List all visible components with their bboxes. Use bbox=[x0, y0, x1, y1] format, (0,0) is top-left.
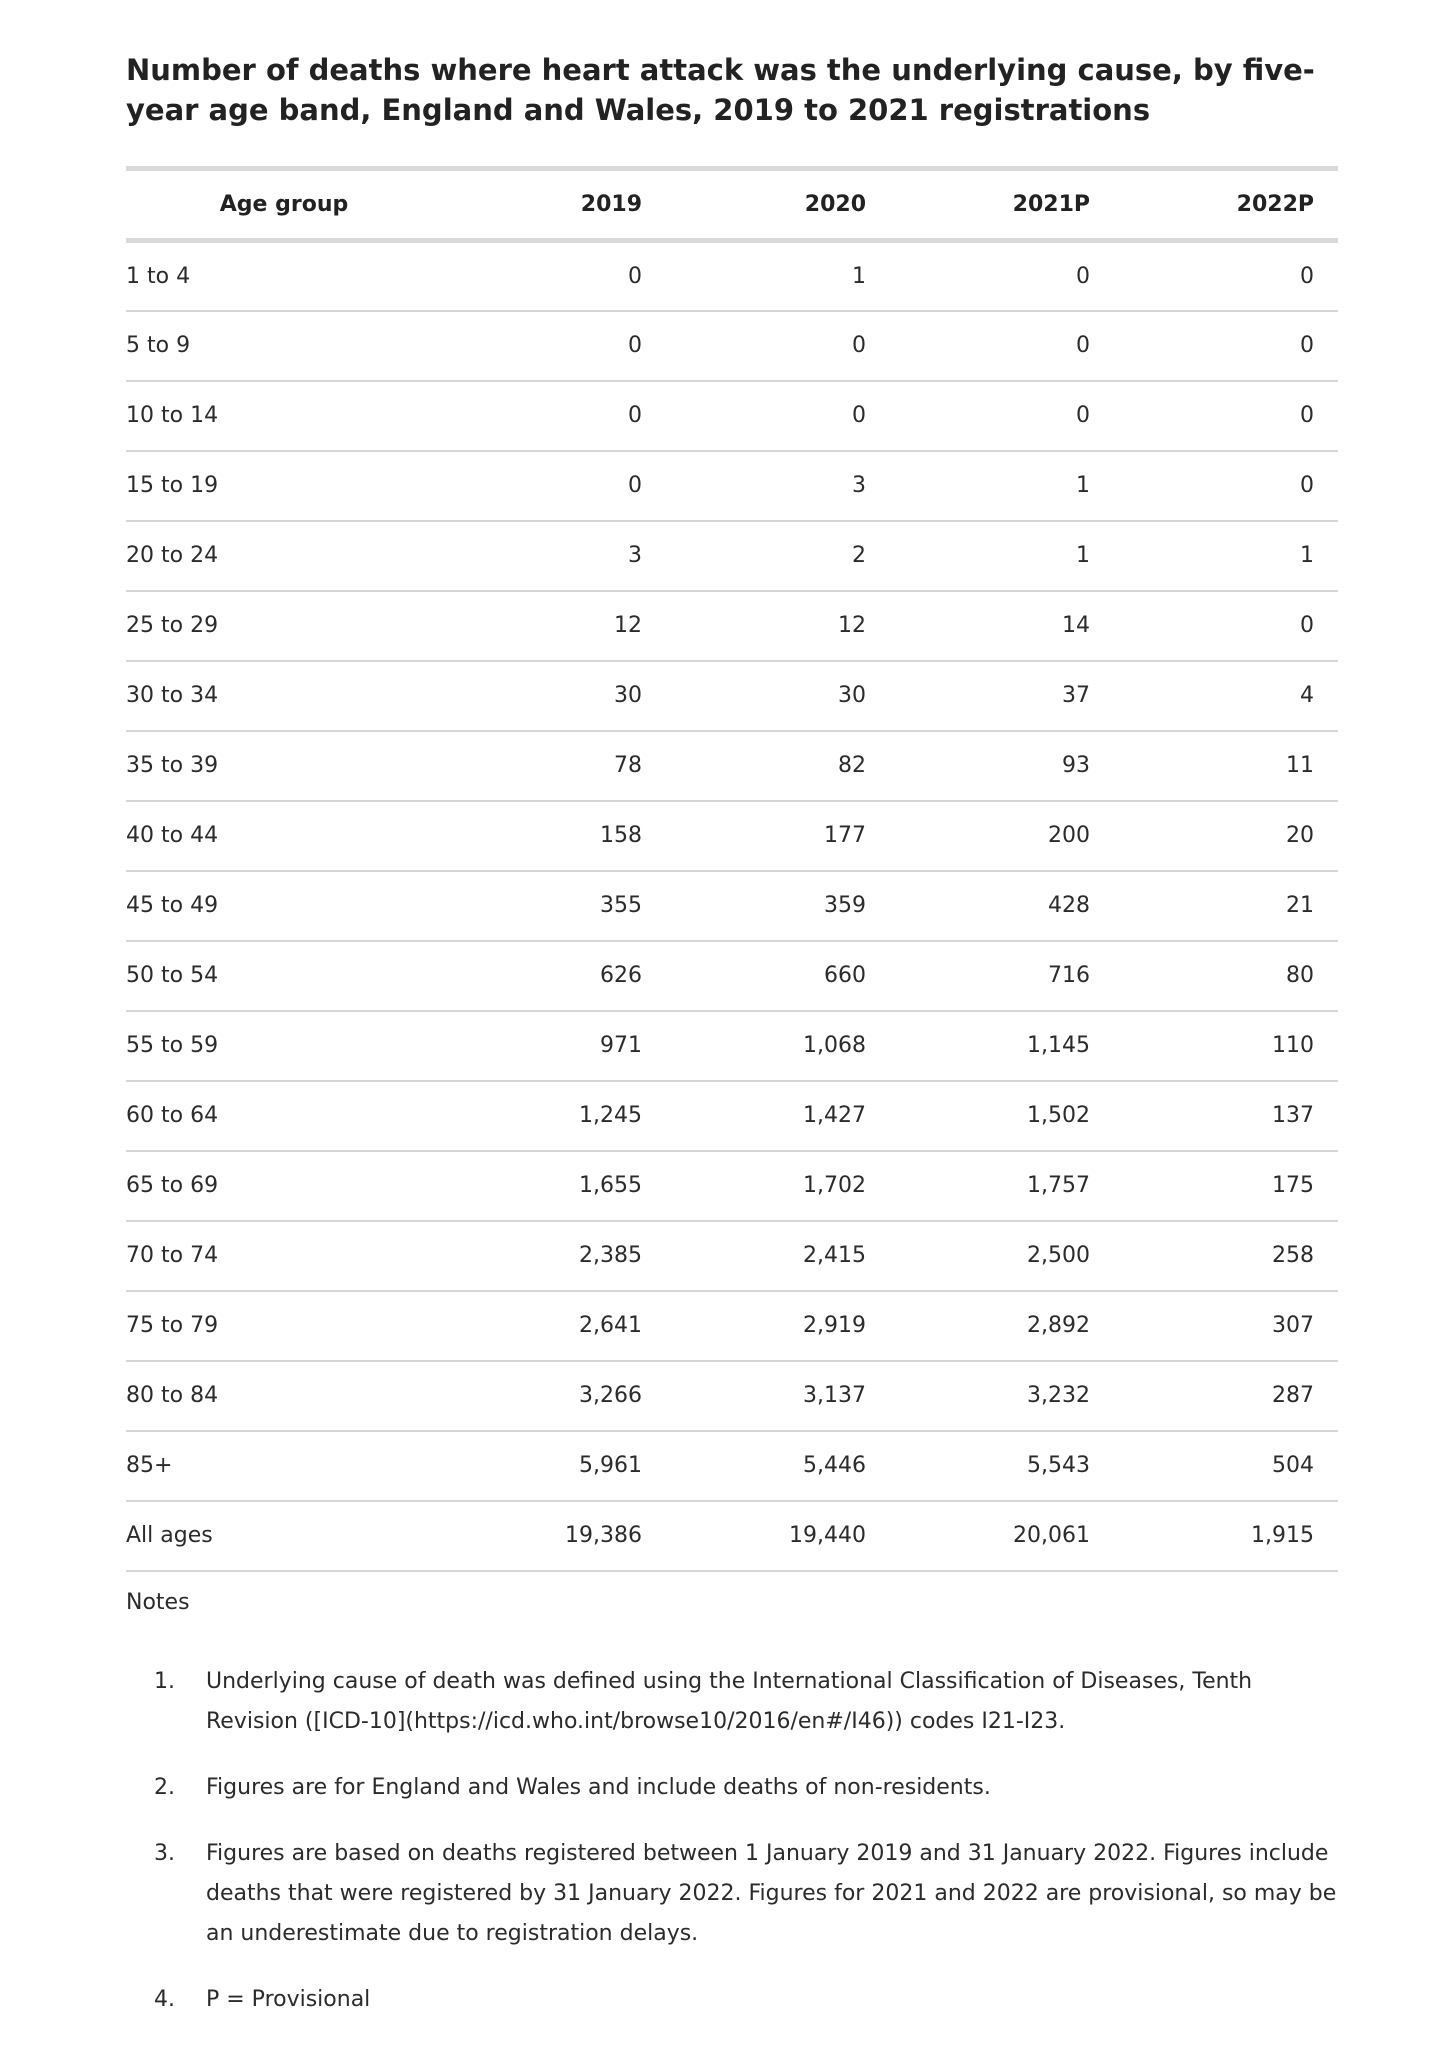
age-group-cell: 5 to 9 bbox=[126, 311, 442, 381]
table-row bbox=[126, 521, 1338, 591]
note-number: 1. bbox=[154, 1668, 175, 1694]
table-row bbox=[126, 801, 1338, 871]
table-row bbox=[126, 941, 1338, 1011]
value-cell: 0 bbox=[442, 241, 666, 311]
value-cell: 0 bbox=[666, 381, 890, 451]
value-cell: 307 bbox=[1114, 1291, 1338, 1361]
table-row bbox=[126, 1361, 1338, 1431]
value-cell: 30 bbox=[442, 661, 666, 731]
table-row bbox=[126, 241, 1338, 311]
value-cell: 1,068 bbox=[666, 1011, 890, 1081]
age-group-cell: 20 to 24 bbox=[126, 521, 442, 591]
note-item bbox=[126, 1980, 1338, 2020]
value-cell: 626 bbox=[442, 941, 666, 1011]
value-cell: 3,137 bbox=[666, 1361, 890, 1431]
value-cell: 93 bbox=[890, 731, 1114, 801]
value-cell: 1,502 bbox=[890, 1081, 1114, 1151]
table-row bbox=[126, 731, 1338, 801]
value-cell: 258 bbox=[1114, 1221, 1338, 1291]
note-text: Figures are for England and Wales and include deaths of non-residents. bbox=[206, 1774, 991, 1800]
value-cell: 1 bbox=[890, 451, 1114, 521]
value-cell: 0 bbox=[890, 381, 1114, 451]
value-cell: 158 bbox=[442, 801, 666, 871]
value-cell: 3,232 bbox=[890, 1361, 1114, 1431]
value-cell: 355 bbox=[442, 871, 666, 941]
value-cell: 716 bbox=[890, 941, 1114, 1011]
age-group-cell: 55 to 59 bbox=[126, 1011, 442, 1081]
column-header-2021p: 2021P bbox=[890, 169, 1114, 241]
table-body bbox=[126, 241, 1338, 1571]
table-row bbox=[126, 661, 1338, 731]
value-cell: 20,061 bbox=[890, 1501, 1114, 1571]
value-cell: 37 bbox=[890, 661, 1114, 731]
note-item bbox=[126, 1662, 1338, 1742]
value-cell: 20 bbox=[1114, 801, 1338, 871]
age-group-cell: 25 to 29 bbox=[126, 591, 442, 661]
note-number: 3. bbox=[154, 1840, 175, 1866]
value-cell: 2,415 bbox=[666, 1221, 890, 1291]
value-cell: 0 bbox=[1114, 311, 1338, 381]
value-cell: 175 bbox=[1114, 1151, 1338, 1221]
value-cell: 0 bbox=[442, 451, 666, 521]
age-group-cell: 15 to 19 bbox=[126, 451, 442, 521]
table-title: Number of deaths where heart attack was the underlying cause, by five-year age band, England and Wales, 2019 to 2021 registrations bbox=[126, 53, 1315, 127]
age-group-cell: 60 to 64 bbox=[126, 1081, 442, 1151]
note-text: P = Provisional bbox=[206, 1986, 371, 2012]
value-cell: 0 bbox=[442, 311, 666, 381]
document-page bbox=[126, 50, 1338, 2046]
value-cell: 660 bbox=[666, 941, 890, 1011]
value-cell: 0 bbox=[1114, 381, 1338, 451]
table-row bbox=[126, 451, 1338, 521]
value-cell: 5,543 bbox=[890, 1431, 1114, 1501]
value-cell: 82 bbox=[666, 731, 890, 801]
notes-heading: Notes bbox=[126, 1589, 190, 1615]
value-cell: 78 bbox=[442, 731, 666, 801]
value-cell: 0 bbox=[442, 381, 666, 451]
age-group-cell: 75 to 79 bbox=[126, 1291, 442, 1361]
value-cell: 21 bbox=[1114, 871, 1338, 941]
value-cell: 2,385 bbox=[442, 1221, 666, 1291]
age-group-cell: 10 to 14 bbox=[126, 381, 442, 451]
value-cell: 19,440 bbox=[666, 1501, 890, 1571]
value-cell: 1 bbox=[1114, 521, 1338, 591]
age-group-cell: 65 to 69 bbox=[126, 1151, 442, 1221]
value-cell: 1 bbox=[890, 521, 1114, 591]
table-header-row bbox=[126, 169, 1338, 241]
value-cell: 3 bbox=[442, 521, 666, 591]
value-cell: 287 bbox=[1114, 1361, 1338, 1431]
notes-list bbox=[126, 1662, 1338, 2020]
table-row bbox=[126, 1221, 1338, 1291]
value-cell: 12 bbox=[442, 591, 666, 661]
value-cell: 1,427 bbox=[666, 1081, 890, 1151]
value-cell: 200 bbox=[890, 801, 1114, 871]
value-cell: 177 bbox=[666, 801, 890, 871]
table-row bbox=[126, 1011, 1338, 1081]
table-row bbox=[126, 1151, 1338, 1221]
value-cell: 1,655 bbox=[442, 1151, 666, 1221]
value-cell: 0 bbox=[890, 241, 1114, 311]
note-item bbox=[126, 1834, 1338, 1954]
table-row bbox=[126, 1081, 1338, 1151]
value-cell: 1,145 bbox=[890, 1011, 1114, 1081]
value-cell: 0 bbox=[1114, 451, 1338, 521]
value-cell: 4 bbox=[1114, 661, 1338, 731]
value-cell: 19,386 bbox=[442, 1501, 666, 1571]
value-cell: 12 bbox=[666, 591, 890, 661]
column-header-2019: 2019 bbox=[442, 169, 666, 241]
value-cell: 0 bbox=[1114, 591, 1338, 661]
table-row bbox=[126, 1501, 1338, 1571]
age-group-cell: 50 to 54 bbox=[126, 941, 442, 1011]
value-cell: 2,919 bbox=[666, 1291, 890, 1361]
value-cell: 971 bbox=[442, 1011, 666, 1081]
value-cell: 2,500 bbox=[890, 1221, 1114, 1291]
age-group-cell: All ages bbox=[126, 1501, 442, 1571]
table-row bbox=[126, 311, 1338, 381]
value-cell: 0 bbox=[1114, 241, 1338, 311]
age-group-cell: 45 to 49 bbox=[126, 871, 442, 941]
column-header-2020: 2020 bbox=[666, 169, 890, 241]
value-cell: 359 bbox=[666, 871, 890, 941]
age-group-cell: 70 to 74 bbox=[126, 1221, 442, 1291]
note-number: 4. bbox=[154, 1986, 175, 2012]
value-cell: 11 bbox=[1114, 731, 1338, 801]
value-cell: 1,915 bbox=[1114, 1501, 1338, 1571]
value-cell: 0 bbox=[666, 311, 890, 381]
value-cell: 0 bbox=[890, 311, 1114, 381]
column-header-age-group: Age group bbox=[126, 169, 442, 241]
table-row bbox=[126, 381, 1338, 451]
age-group-cell: 35 to 39 bbox=[126, 731, 442, 801]
value-cell: 80 bbox=[1114, 941, 1338, 1011]
value-cell: 428 bbox=[890, 871, 1114, 941]
value-cell: 1,757 bbox=[890, 1151, 1114, 1221]
value-cell: 3,266 bbox=[442, 1361, 666, 1431]
value-cell: 5,961 bbox=[442, 1431, 666, 1501]
value-cell: 1,702 bbox=[666, 1151, 890, 1221]
value-cell: 504 bbox=[1114, 1431, 1338, 1501]
value-cell: 1,245 bbox=[442, 1081, 666, 1151]
age-group-cell: 85+ bbox=[126, 1431, 442, 1501]
note-text: Figures are based on deaths registered between 1 January 2019 and 31 January 2022. Figures include deaths that were registered by 31 January 2022. Figures for 2021 and 2022 are provisional, so may be an underestimate due to registration delays. bbox=[206, 1840, 1337, 1946]
value-cell: 14 bbox=[890, 591, 1114, 661]
value-cell: 30 bbox=[666, 661, 890, 731]
note-number: 2. bbox=[154, 1774, 175, 1800]
age-group-cell: 40 to 44 bbox=[126, 801, 442, 871]
value-cell: 5,446 bbox=[666, 1431, 890, 1501]
age-group-cell: 80 to 84 bbox=[126, 1361, 442, 1431]
column-header-2022p: 2022P bbox=[1114, 169, 1338, 241]
age-group-cell: 1 to 4 bbox=[126, 241, 442, 311]
table-row bbox=[126, 871, 1338, 941]
table-row bbox=[126, 591, 1338, 661]
value-cell: 137 bbox=[1114, 1081, 1338, 1151]
age-group-cell: 30 to 34 bbox=[126, 661, 442, 731]
note-item bbox=[126, 1768, 1338, 1808]
value-cell: 3 bbox=[666, 451, 890, 521]
table-row bbox=[126, 1431, 1338, 1501]
value-cell: 2 bbox=[666, 521, 890, 591]
table-row bbox=[126, 1291, 1338, 1361]
note-text: Underlying cause of death was defined using the International Classification of Diseases, Tenth Revision ([ICD-10](https://icd.who.int/browse10/2016/en#/I46)) codes I21-I23. bbox=[206, 1668, 1253, 1734]
value-cell: 2,892 bbox=[890, 1291, 1114, 1361]
value-cell: 1 bbox=[666, 241, 890, 311]
value-cell: 110 bbox=[1114, 1011, 1338, 1081]
value-cell: 2,641 bbox=[442, 1291, 666, 1361]
deaths-table bbox=[126, 166, 1338, 1572]
